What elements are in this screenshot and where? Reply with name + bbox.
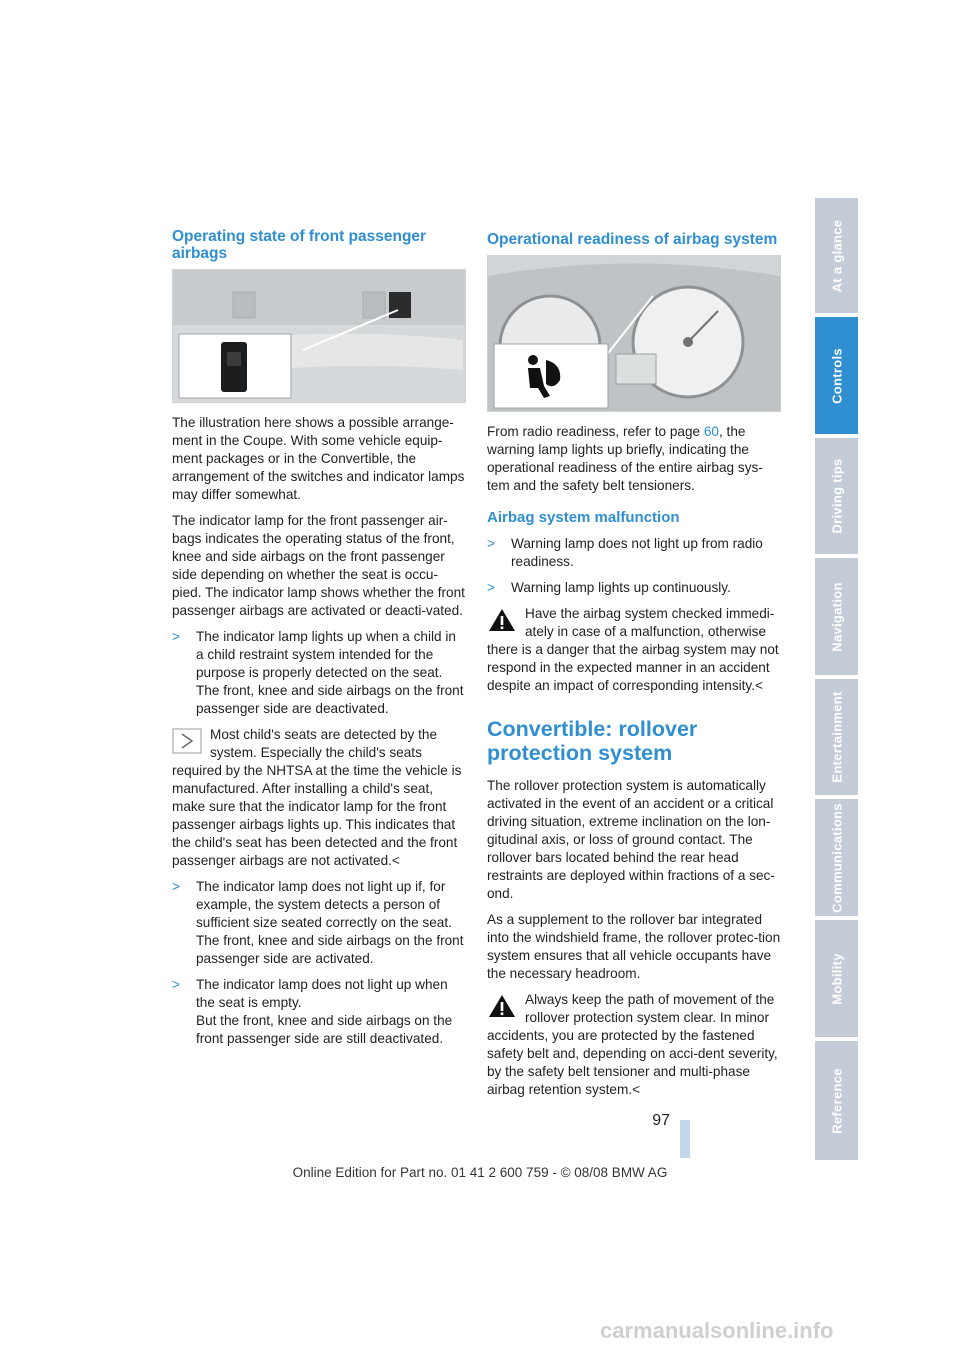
bullet-marker: >: [172, 977, 180, 992]
tab-label: Controls: [829, 347, 844, 404]
bullet-marker: >: [487, 536, 495, 551]
footer-text: Online Edition for Part no. 01 41 2 600 759 - © 08/08 BMW AG: [292, 1165, 668, 1180]
warning-block: [487, 605, 781, 695]
bullet-text: Warning lamp lights up continuously.: [511, 580, 731, 595]
warning-icon: [487, 607, 517, 633]
section-heading-passenger-airbags: Operating state of front passenger airbags: [172, 228, 427, 262]
paragraph: [487, 423, 781, 495]
instrument-cluster-image: [487, 255, 781, 412]
right-column: [487, 231, 781, 1107]
chapter-tab-bar: [815, 198, 858, 1160]
bullet-item: [487, 579, 781, 597]
bullet-item: [172, 628, 466, 718]
tab-entertainment[interactable]: [815, 679, 858, 795]
section-heading-airbag-readiness: Operational readiness of airbag system: [487, 231, 778, 248]
tab-label: Mobility: [829, 952, 844, 1005]
section-heading-rollover: Convertible: rollover protection system: [487, 717, 698, 765]
warning-text: Have the airbag system checked immedi-ately in case of a malfunction, otherwise there is a danger that the airbag system may not respond in the expected manner in an accident despite an impact of corresponding intensity.: [487, 606, 779, 693]
warning-block: [487, 991, 781, 1099]
bullet-item: [172, 976, 466, 1048]
tab-label: Communications: [829, 802, 844, 913]
bullet-text: The indicator lamp lights up when a child in a child restraint system intended for the purpose is properly detected on the seat. The front, knee and side airbags on the front passenger side are deactivated.: [196, 629, 464, 716]
tab-label: Reference: [829, 1067, 844, 1134]
paragraph: The illustration here shows a possible arrange-ment in the Coupe. With some vehicle equip-ment packages or in the Convertible, the arrangement of the switches and indicator lamps may differ somewhat.: [172, 415, 465, 502]
bullet-marker: >: [487, 580, 495, 595]
bullet-marker: >: [172, 879, 180, 894]
bullet-item: [172, 878, 466, 968]
tab-label: Navigation: [829, 581, 844, 652]
tab-communications[interactable]: [815, 799, 858, 916]
passenger-airbag-indicator-image: [172, 269, 466, 403]
tab-reference[interactable]: [815, 1041, 858, 1160]
tab-mobility[interactable]: [815, 920, 858, 1037]
end-mark: <: [391, 853, 400, 868]
warning-text: Always keep the path of movement of the rollover protection system clear. In minor accidents, you are protected by the fastened safety belt and, depending on acci-dent severity, by the safety belt tensioner and multi-phase airbag retention system.: [487, 992, 778, 1097]
left-column: [172, 228, 466, 1056]
end-mark: <: [632, 1082, 641, 1097]
note-block: [172, 726, 466, 870]
tab-navigation[interactable]: [815, 558, 858, 675]
note-icon: [172, 728, 202, 754]
tab-label: Driving tips: [829, 458, 844, 534]
paragraph: The indicator lamp for the front passenger air-bags indicates the operating status of the front, knee and side airbags on the front passenger side depending on whether the seat is occu-pied. The indicator lamp shows whether the front passenger airbags are activated or deacti-vated.: [172, 513, 465, 618]
page-marker-bar: [680, 1120, 690, 1158]
text-run: From radio readiness, refer to page: [487, 424, 704, 439]
page-reference-link[interactable]: 60: [703, 424, 719, 439]
bullet-text: The indicator lamp does not light up if, for example, the system detects a person of sufficient size seated correctly on the seat. The front, knee and side airbags on the front passenger side are activated.: [196, 879, 464, 966]
page-number: 97: [652, 1112, 670, 1129]
tab-at-a-glance[interactable]: [815, 198, 858, 313]
end-mark: <: [755, 678, 763, 693]
bullet-text: Warning lamp does not light up from radio readiness.: [511, 536, 763, 569]
console-illustration: [173, 270, 465, 402]
bullet-text: But the front, knee and side airbags on the front passenger side are still deactivated.: [196, 1013, 453, 1046]
subheading-malfunction: Airbag system malfunction: [487, 509, 680, 526]
bullet-marker: >: [172, 629, 180, 644]
cluster-illustration: [488, 256, 780, 411]
paragraph: As a supplement to the rollover bar integrated into the windshield frame, the rollover protec-tion system ensures that all vehicle occupants have the necessary headroom.: [487, 912, 781, 981]
watermark: carmanualsonline.info: [600, 1318, 834, 1343]
text-run: , the warning lamp lights up briefly, indicating the operational readiness of the entire airbag sys-tem and the safety belt tensioners.: [487, 424, 763, 493]
paragraph: The rollover protection system is automatically activated in the event of an accident or a critical driving situation, extreme inclination on the lon-gitudinal axis, or loss of ground contact. The rollover bars located behind the rear head restraints are deployed within fractions of a sec-ond.: [487, 778, 775, 901]
tab-controls[interactable]: [815, 317, 858, 434]
bullet-item: [487, 535, 781, 571]
bullet-text: The indicator lamp does not light up when the seat is empty.: [196, 977, 448, 1010]
note-text: Most child's seats are detected by the system. Especially the child's seats required by the NHTSA at the time the vehicle is manufactured. After installing a child's seat, make sure that the indicator lamp for the front passenger airbags lights up. This indicates that the child's seat has been detected and the front passenger airbags are not activated.: [172, 727, 462, 868]
warning-icon: [487, 993, 517, 1019]
tab-label: Entertainment: [829, 691, 844, 783]
tab-driving-tips[interactable]: [815, 438, 858, 554]
tab-label: At a glance: [829, 219, 844, 292]
